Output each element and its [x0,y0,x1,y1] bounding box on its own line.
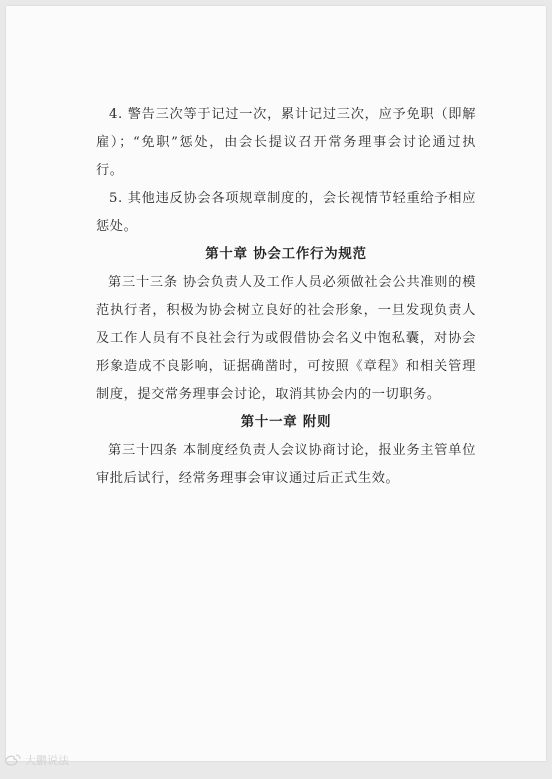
chapter-11-title: 第十一章 附则 [240,415,332,430]
watermark-text: 大鹏说法 [25,754,69,767]
article-33: 第三十三条 协会负责人及工作人员必须做社会公共准则的模范执行者，积极为协会树立良好的社会形象，一旦发现负责人及工作人员有不良社会行为或假借协会名义中饱私囊，对协会形象造成不良影响，证据确凿时，可按照《章程》和相关管理制度，提交常务理事会讨论，取消其协会内的一切职务。 [96,275,476,402]
rule-item-4: 4. 警告三次等于记过一次，累计记过三次，应予免职（即解雇）；“免职”惩处，由会长提议召开常务理事会讨论通过执行。 [96,107,476,178]
article-34: 第三十四条 本制度经负责人会议协商讨论，报业务主管单位审批后试行，经常务理事会审议通过后正式生效。 [96,443,476,486]
watermark [4,752,69,768]
rule-item-5: 5. 其他违反协会各项规章制度的，会长视情节轻重给予相应惩处。 [96,191,476,234]
weibo-logo-icon [4,753,22,767]
chapter-10-title: 第十章 协会工作行为规范 [205,247,367,262]
document-body [96,101,476,493]
document-page [6,6,546,761]
